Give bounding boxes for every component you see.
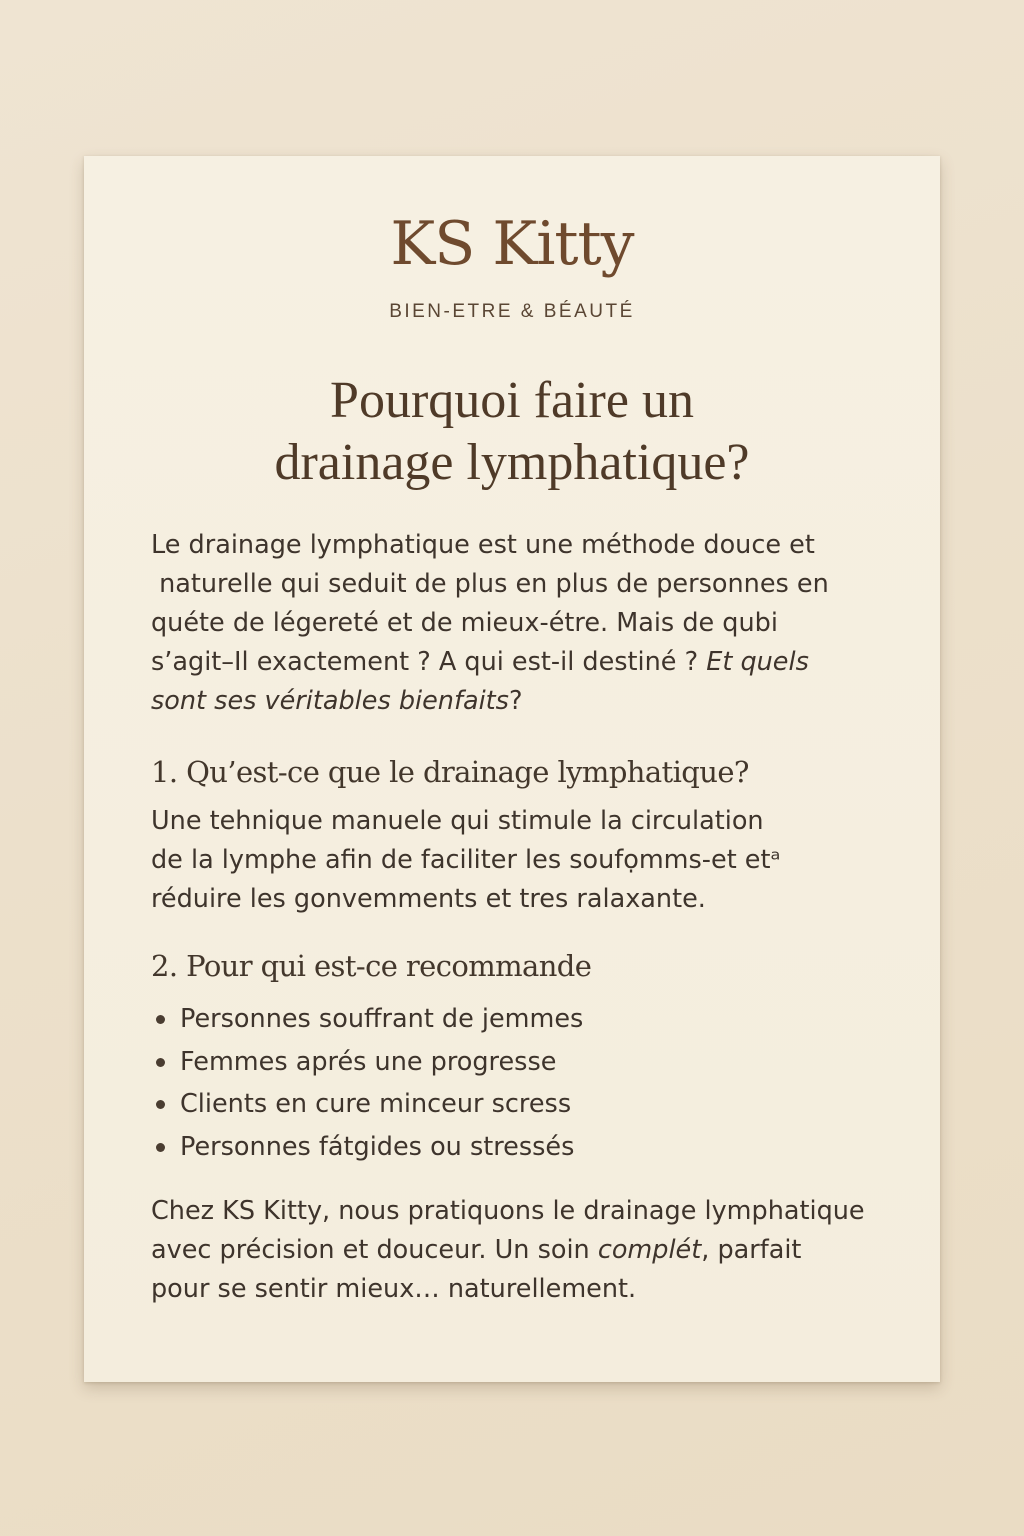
closing-line-1: Chez KS Kitty, nous pratiquons le drainage lymphatique [151,1196,865,1226]
intro-line-2: naturelle qui seduit de plus en plus de personnes en [151,569,829,599]
bullet-icon [156,1058,165,1067]
closing-paragraph [151,1192,865,1309]
brand-tagline: BIEN-ETRE & BÉAUTÉ [389,301,635,322]
list-item [154,1083,583,1126]
page-title [0,370,1024,494]
page-title-line-2: drainage lymphatique? [274,434,750,491]
intro-line-5 [151,682,829,721]
intro-line-4 [151,643,829,682]
list-item-text: Personnes souffrant de jemmes [180,1004,584,1034]
section-1-line-2: de la lymphe afin de faciliter les soufọmms-et etᵃ [151,845,781,875]
intro-line-5-italic: sont ses véritables bienfaits [151,686,509,716]
bullet-icon [156,1015,165,1024]
closing-line-2-end: , parfait [701,1235,802,1265]
intro-line-3: quéte de légereté et de mieux-étre. Mais de qubi [151,608,778,638]
list-item-text: Clients en cure minceur scress [180,1089,572,1119]
section-1-heading: 1. Qu’est-ce que le drainage lymphatique? [151,755,749,789]
brand-logo-text: KS Kitty [390,209,634,279]
section-1-line-1: Une tehnique manuele qui stimule la circulation [151,806,764,836]
intro-line-5-end: ? [508,686,523,716]
recommendation-list [154,998,583,1168]
closing-line-2 [151,1231,865,1270]
intro-line-1: Le drainage lymphatique est une méthode douce et [151,530,815,560]
section-1-paragraph [151,802,780,919]
intro-line-4-text: s’agit–Il exactement ? A qui est-il destiné ? [151,647,707,677]
list-item-text: Personnes fátgides ou stressés [180,1131,575,1162]
intro-paragraph [151,526,829,721]
list-item [154,1041,583,1084]
closing-line-3: pour se sentir mieux… naturellement. [151,1274,637,1304]
page-title-line-1: Pourquoi faire un [330,372,694,429]
list-item [154,1126,583,1169]
list-item [154,998,583,1041]
bullet-icon [156,1100,165,1109]
closing-line-2-italic: complét [597,1235,702,1265]
bullet-icon [156,1143,165,1152]
section-2-heading: 2. Pour qui est-ce recommande [151,949,592,983]
intro-line-4-italic: Et quels [706,647,809,677]
list-item-text: Femmes aprés une progresse [180,1046,557,1077]
closing-line-2-start: avec précision et douceur. Un soin [151,1235,598,1265]
section-1-line-3: réduire les gonvemments et tres ralaxante. [151,884,706,914]
